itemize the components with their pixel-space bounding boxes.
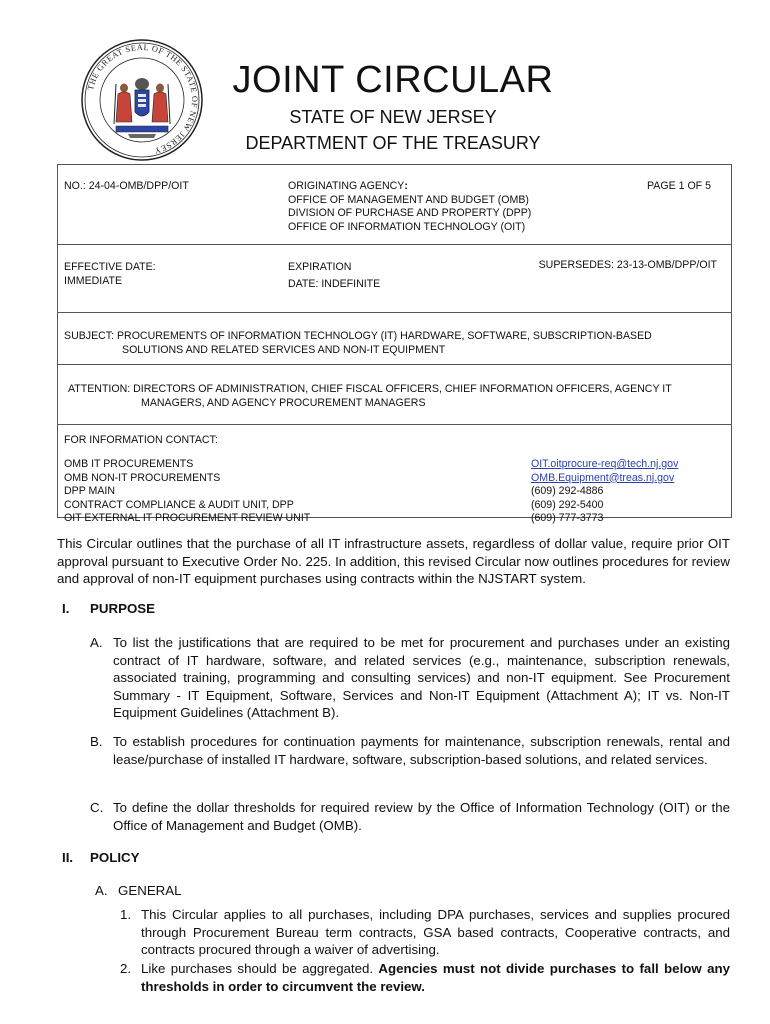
oit-email-link[interactable]: OIT.oitprocure-req@tech.nj.gov [531, 458, 679, 470]
info-row-number [58, 165, 731, 245]
great-seal-logo [80, 38, 204, 162]
contact-name: OIT EXTERNAL IT PROCUREMENT REVIEW UNIT [64, 512, 311, 525]
subject: SUBJECT: PROCUREMENTS OF INFORMATION TECHNOLOGY (IT) HARDWARE, SOFTWARE, SUBSCRIPTION-BASED SOLUTIONS AND RELATED SERVICES AND NON-IT EQUIPMENT [64, 330, 652, 356]
contact-name: OMB NON-IT PROCUREMENTS [64, 471, 221, 484]
info-row-attention [58, 365, 731, 425]
contact-values [531, 458, 678, 526]
intro-paragraph: This Circular outlines that the purchase of all IT infrastructure assets, regardless of dollar value, require prior OIT approval pursuant to Executive Order No. 225. In addition, this revised Circular now outlines procedures for review and approval of non-IT equipment purchases using contracts within the NJSTART system. [57, 536, 730, 587]
contact-phone: (609) 292-5400 [531, 498, 604, 511]
info-row-subject [58, 313, 731, 365]
purpose-item-c: C. To define the dollar thresholds for required review by the Office of Information Technology (OIT) or the Office of Management and Budget (OMB). [90, 800, 730, 833]
policy-item-2: 2. Like purchases should be aggregated. Agencies must not divide purchases to fall below any thresholds in order to circumvent the review. [120, 961, 730, 994]
agency-dpp: DIVISION OF PURCHASE AND PROPERTY (DPP) [288, 207, 532, 220]
svg-text:THE GREAT SEAL OF THE STATE OF: THE GREAT SEAL OF THE STATE OF NEW JERSEY [86, 42, 200, 156]
seal-emblem-icon [114, 78, 170, 138]
contact-name: DPP MAIN [64, 485, 116, 498]
originating-label: ORIGINATING AGENCY [288, 180, 405, 192]
contact-names [64, 458, 310, 526]
contact-name: OMB IT PROCUREMENTS [64, 458, 194, 470]
omb-email-link[interactable]: OMB.Equipment@treas.nj.gov [531, 471, 675, 484]
supersedes: SUPERSEDES: 23-13-OMB/DPP/OIT [538, 259, 717, 271]
purpose-item-b: B. To establish procedures for continuation payments for maintenance, subscription renewals, rental and lease/purchase of installed IT hardware, software, subscription-based solutions, and related services. [90, 734, 730, 767]
contact-phone: (609) 777-3773 [531, 512, 604, 525]
expiration-date: EXPIRATION DATE: INDEFINITE [288, 261, 381, 290]
policy-item-1: 1. This Circular applies to all purchases, including DPA purchases, services and supplies procured through Procurement Bureau term contracts, GSA based contracts, Cooperative contracts, and contracts procured through a waiver of advertising. [120, 907, 730, 958]
attention: ATTENTION: DIRECTORS OF ADMINISTRATION, CHIEF FISCAL OFFICERS, CHIEF INFORMATION OFFICERS, AGENCY IT MANAGERS, AND AGENCY PROCUREMENT MANAGERS [68, 383, 672, 409]
effective-date: EFFECTIVE DATE: IMMEDIATE [64, 261, 156, 287]
info-row-dates [58, 245, 731, 313]
page-number: PAGE 1 OF 5 [647, 180, 711, 192]
contact-name: CONTRACT COMPLIANCE & AUDIT UNIT, DPP [64, 498, 294, 511]
document-header [228, 58, 558, 154]
department-name: DEPARTMENT OF THE TREASURY [245, 133, 541, 153]
circular-number: NO.: 24-04-OMB/DPP/OIT [64, 180, 189, 192]
agency-oit: OFFICE OF INFORMATION TECHNOLOGY (OIT) [288, 220, 526, 233]
agency-omb: OFFICE OF MANAGEMENT AND BUDGET (OMB) [288, 193, 529, 206]
originating-agencies: ORIGINATING AGENCY: OFFICE OF MANAGEMENT AND BUDGET (OMB) DIVISION OF PURCHASE AND PROPERTY (DPP) OFFICE OF INFORMATION TECHNOLOGY (OIT) [288, 180, 532, 233]
document-title: JOINT CIRCULAR [232, 59, 554, 101]
state-name: STATE OF NEW JERSEY [289, 107, 497, 127]
purpose-item-a: A. To list the justifications that are required to be met for procurement and purchases under an existing contract of IT hardware, software, and related services (e.g., maintenance, subscription renewals, associated training, programming and consulting services) and non-IT equipment. See Procurement Summary - IT Equipment, Software, Services and Non-IT Equipment (Attachment A); IT vs. Non-IT Equipment Guidelines (Attachment B). [90, 635, 730, 721]
contact-label: FOR INFORMATION CONTACT: [64, 434, 218, 446]
circular-info-table [57, 164, 732, 525]
policy-bold-warning: Agencies must not divide purchases to fall below any thresholds in order to circumvent the review. [141, 961, 730, 994]
info-row-contacts [58, 425, 731, 525]
contact-phone: (609) 292-4886 [531, 485, 604, 498]
